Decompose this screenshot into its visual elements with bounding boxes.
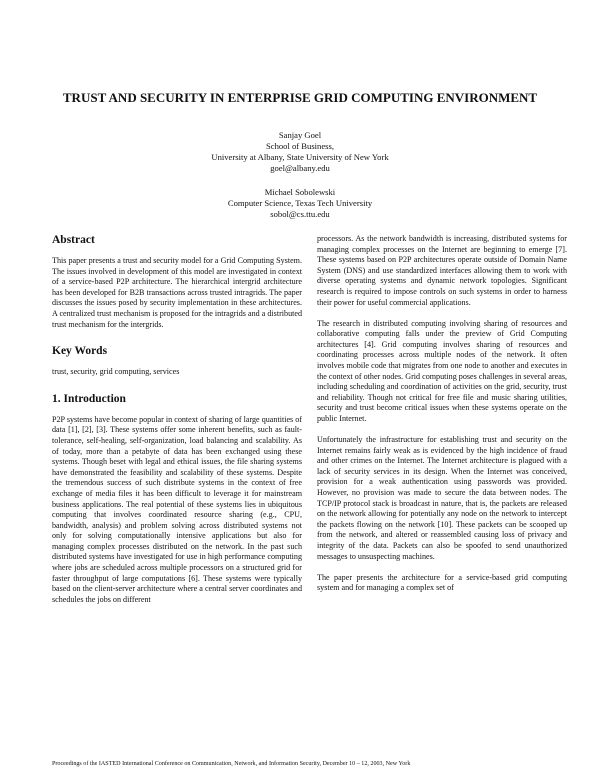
author-name: Sanjay Goel [278, 130, 322, 140]
paper-title: TRUST AND SECURITY IN ENTERPRISE GRID COMPUTING ENVIRONMENT [62, 90, 538, 105]
abstract-heading: Abstract [52, 234, 95, 246]
keywords-text: trust, security, grid computing, services [52, 367, 180, 377]
body-paragraph: The research in distributed computing involving sharing of resources and collaborative computing falls under the preview of Grid Computing architectures [4]. Grid computing involves sharing of resources and coordinating processes across multiple nodes of the network. It often involves mobile code that migrates from one node to another and executes in the context of other nodes. Grid computing poses challenges in several areas, including scheduling and coordination of activities on the grid, security, trust and reliability. Though not critical for free file and music sharing utilities, security and trust become critical issues when these systems operate on the public Internet. [317, 318, 567, 423]
keywords-heading: Key Words [52, 345, 108, 358]
author-email: sobol@cs.ttu.edu [270, 209, 330, 219]
right-column [317, 234, 567, 604]
body-paragraph: The paper presents the architecture for a service-based grid computing system and for managing a complex set of [317, 572, 567, 593]
author-block-2 [40, 187, 560, 220]
author-list [40, 130, 560, 233]
body-paragraph: processors. As the network bandwidth is increasing, distributed systems for managing complex processes on the Internet are beginning to emerge [7]. These systems based on P2P architectures operate outside of Domain Name System (DNS) and use standardized interfaces allowing them to work with diverse operating systems and dynamic network topologies. Significant research is required to impose controls on such systems in order to harness their power for useful commercial applications. [317, 234, 567, 307]
intro-heading: 1. Introduction [52, 392, 126, 405]
abstract-text: This paper presents a trust and security model for a Grid Computing System. The issues involved in development of this model are investigated in context of a service-based P2P architecture. The hierarchical intergrid architecture has been developed for B2B transactions across trusted intragrids. The paper discusses the issues posed by security implementation in these architectures. A centralized trust mechanism is proposed for the intragrids and a distributed trust mechanism for the intergrids. [52, 256, 302, 329]
author-affiliation: University at Albany, State University of New York [211, 152, 389, 162]
author-email: goel@albany.edu [270, 163, 330, 173]
author-name: Michael Sobolewski [264, 187, 336, 197]
intro-paragraph-1: P2P systems have become popular in context of sharing of large quantities of data [1], [2], [3]. These systems offer some inherent benefits, such as fault-tolerance, self-healing, self-organization, load balancing and scalability. As of today, more than a petabyte of data has been exchanged using these systems. Though beset with legal and ethical issues, the file sharing systems have demonstrated the feasibility and scalability of these systems. Despite the tremendous success of such distribute systems in the context of free exchange of media files it has been difficult to leverage it for mainstream business applications. The real potential of these systems lies in ubiquitous computing that involves coordinated resource sharing (e.g., CPU, bandwidth, analysis) and problem solving across distributed systems not only for solving computationally intensive applications but also for managing complex processes distributed on the network. In the past such distributed systems have investigated for use in high performance computing where jobs are scheduled across multiple processors on a structured grid for faster throughput of large computations [6]. These systems were typically based on the client-server architecture where a central server coordinates and schedules the jobs on different [52, 414, 302, 604]
body-paragraph: Unfortunately the infrastructure for establishing trust and security on the Internet remains fairly weak as is evidenced by the high incidence of fraud and other crimes on the Internet. The Internet architecture is plagued with a lack of security services in its design. When the Internet was conceived, provision for a weak authentication using passwords was provided. However, no provision was made to secure the data between nodes. The TCP/IP protocol stack is broadcast in nature, that is, the packets are released on the network allowing for potentially any node on the network to intercept the packets flowing on the network [10]. These packets can be scooped up from the network, and altered or reassembled causing loss of privacy and integrity of the data. Packets can also be spoofed to send unauthorized messages to unsuspecting machines. [317, 435, 567, 561]
author-affiliation: School of Business, [265, 141, 335, 151]
author-affiliation: Computer Science, Texas Tech University [227, 198, 373, 208]
author-block-1 [40, 130, 560, 174]
proceedings-footer: Proceedings of the IASTED International Conference on Communication, Network, and Information Security, December 10 – 12, 2003, New York [52, 761, 411, 767]
left-column [52, 234, 302, 616]
